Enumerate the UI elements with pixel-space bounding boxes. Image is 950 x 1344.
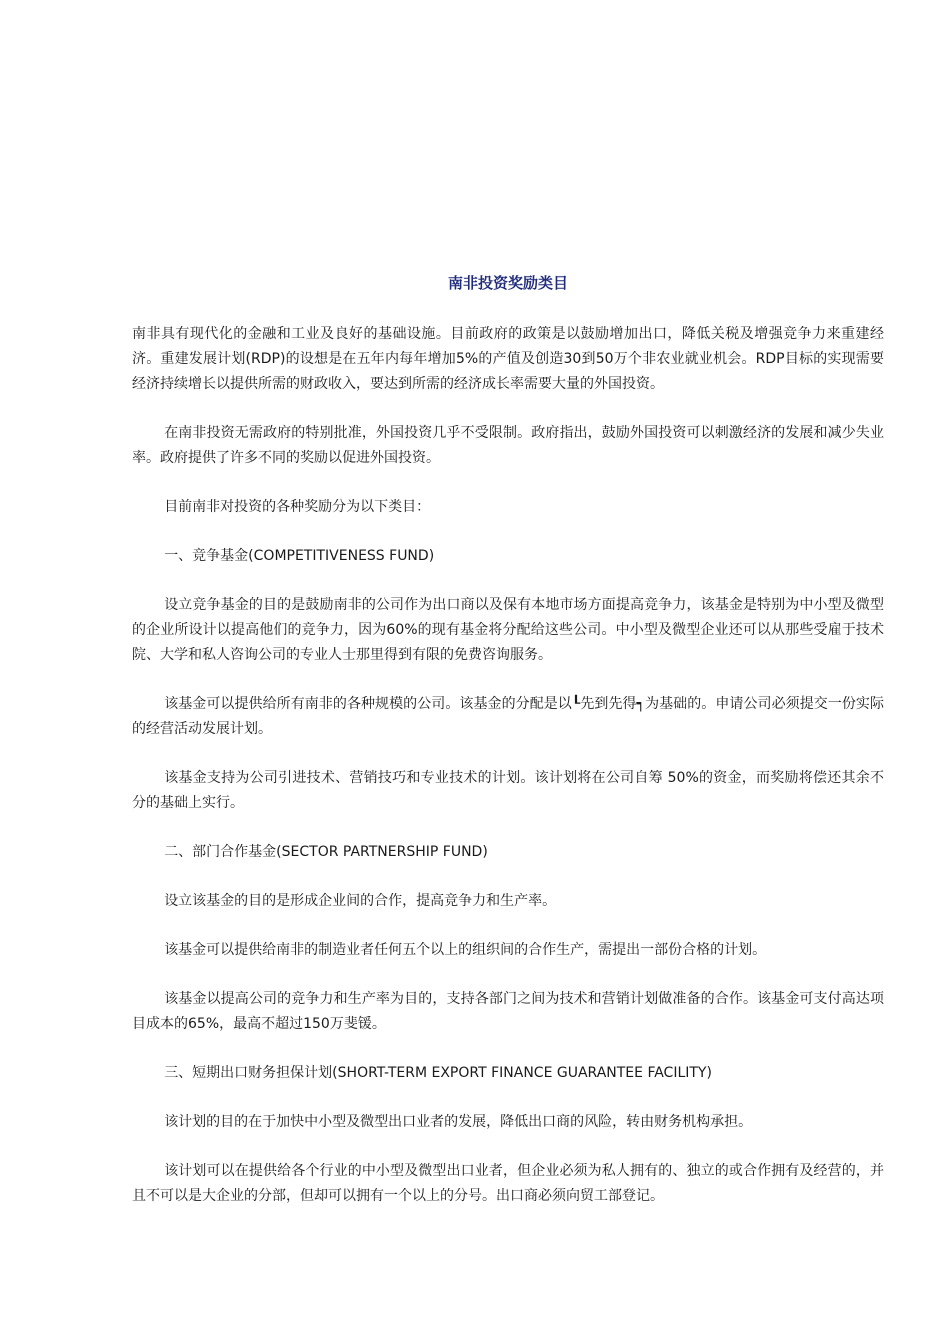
document-page bbox=[132, 270, 884, 1233]
heading-sector-partnership-fund: 二、部门合作基金(SECTOR PARTNERSHIP FUND) bbox=[164, 844, 488, 860]
paragraph-categories-intro: 目前南非对投资的各种奖励分为以下类目： bbox=[164, 499, 431, 515]
paragraph-competitiveness-eligibility: 该基金可以提供给所有南非的各种规模的公司。该基金的分配是以┖先到先得┑为基础的。申请公司必须提交一份实际的经营活动发展计划。 bbox=[132, 696, 884, 737]
paragraph-sector-purpose: 设立该基金的目的是形成企业间的合作，提高竞争力和生产率。 bbox=[164, 893, 557, 909]
paragraph-foreign-investment: 在南非投资无需政府的特别批准，外国投资几乎不受限制。政府指出，鼓励外国投资可以刺激经济的发展和减少失业率。政府提供了许多不同的奖励以促进外国投资。 bbox=[132, 425, 884, 466]
paragraph-sector-eligibility: 该基金可以提供给南非的制造业者任何五个以上的组织间的合作生产，需提出一部份合格的计划。 bbox=[164, 942, 767, 958]
paragraph-export-purpose: 该计划的目的在于加快中小型及微型出口业者的发展，降低出口商的风险，转由财务机构承担。 bbox=[164, 1114, 753, 1130]
heading-export-finance-guarantee: 三、短期出口财务担保计划(SHORT-TERM EXPORT FINANCE GUARANTEE FACILITY) bbox=[164, 1065, 712, 1081]
paragraph-competitiveness-purpose: 设立竞争基金的目的是鼓励南非的公司作为出口商以及保有本地市场方面提高竞争力，该基金是特别为中小型及微型的企业所设计以提高他们的竞争力，因为60%的现有基金将分配给这些公司。中小型及微型企业还可以从那些受雇于技术院、大学和私人咨询公司的专业人士那里得到有限的免费咨询服务。 bbox=[132, 597, 884, 663]
document-title: 南非投资奖励类目 bbox=[447, 274, 568, 292]
paragraph-sector-support: 该基金以提高公司的竞争力和生产率为目的，支持各部门之间为技术和营销计划做准备的合作。该基金可支付高达项目成本的65%，最高不超过150万斐锾。 bbox=[132, 991, 884, 1032]
heading-competitiveness-fund: 一、竞争基金(COMPETITIVENESS FUND) bbox=[164, 548, 435, 564]
paragraph-intro: 南非具有现代化的金融和工业及良好的基础设施。目前政府的政策是以鼓励增加出口，降低关税及增强竞争力来重建经济。重建发展计划(RDP)的设想是在五年内每年增加5%的产值及创造30到50万个非农业就业机会。RDP目标的实现需要经济持续增长以提供所需的财政收入，要达到所需的经济成长率需要大量的外国投资。 bbox=[132, 326, 884, 392]
paragraph-competitiveness-support: 该基金支持为公司引进技术、营销技巧和专业技术的计划。该计划将在公司自筹 50%的资金，而奖励将偿还其余不分的基础上实行。 bbox=[132, 770, 884, 811]
paragraph-export-eligibility: 该计划可以在提供给各个行业的中小型及微型出口业者，但企业必须为私人拥有的、独立的或合作拥有及经营的，并且不可以是大企业的分部，但却可以拥有一个以上的分号。出口商必须向贸工部登记。 bbox=[132, 1163, 884, 1204]
